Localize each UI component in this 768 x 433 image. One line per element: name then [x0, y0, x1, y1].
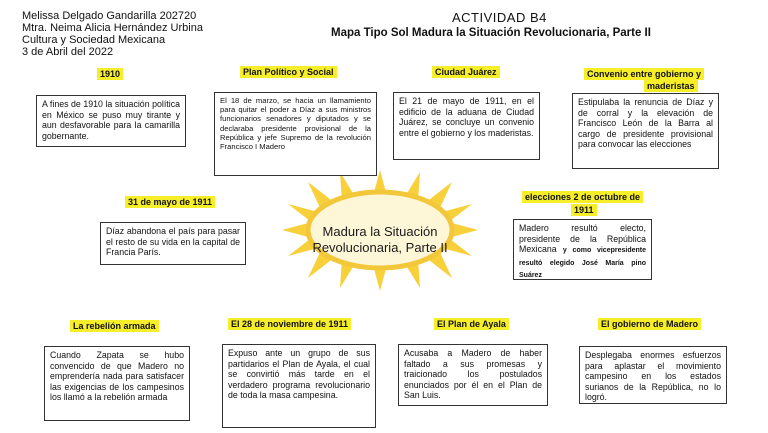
topic-label-1910: 1910 [97, 68, 123, 80]
topic-label-plan-ayala: El Plan de Ayala [434, 318, 509, 330]
author-name: Melissa Delgado Gandarilla 202720 [22, 10, 197, 22]
topic-box-elecciones [513, 219, 652, 280]
topic-label-elecciones: elecciones 2 de octubre de [522, 191, 643, 203]
topic-label-28-noviembre: El 28 de noviembre de 1911 [228, 318, 351, 330]
topic-label-31-mayo: 31 de mayo de 1911 [125, 196, 215, 208]
topic-box-convenio: Estipulaba la renuncia de Díaz y de corral y la elevación de Francisco León de la Barra al cargo de presidente provisional para convocar las elecciones [572, 93, 719, 169]
topic-label-ciudad-juarez: Ciudad Juárez [432, 66, 500, 78]
topic-box-rebelion: Cuando Zapata se hubo convencido de que Madero no emprendería nada para satisfacer las exigencias de los campesinos los llamó a la rebelión armada [44, 346, 190, 421]
topic-label-plan-politico: Plan Político y Social [240, 66, 337, 78]
topic-label-convenio-line-1: Convenio entre gobierno y [587, 69, 702, 79]
page-title: Mapa Tipo Sol Madura la Situación Revolucionaria, Parte II [331, 27, 651, 39]
topic-text-elecciones-b: y como vicepresidente resultó elegido José María pino Suárez [519, 247, 646, 280]
topic-label-convenio [584, 68, 704, 80]
topic-box-plan-ayala: Acusaba a Madero de haber faltado a sus promesas y traicionado los postulados enunciados por él en el Plan de San Luis. [398, 344, 548, 406]
center-title [290, 224, 470, 255]
topic-label-convenio-2: maderistas [644, 80, 698, 92]
center-title-line-1: Madura la Situación [322, 224, 438, 239]
topic-box-plan-politico: El 18 de marzo, se hacia un llamamiento para quitar el poder a Díaz a sus ministros funcionarios senadores y diputados y se declaraba presidente provisional de la República y jefe Supremo de la revolución Francisco I Madero [214, 92, 377, 176]
topic-box-28-noviembre: Expuso ante un grupo de sus partidarios el Plan de Ayala, el cual se convirtió más tarde en el verdadero programa revolucionario de toda la masa campesina. [222, 344, 376, 428]
topic-label-rebelion: La rebelión armada [70, 320, 159, 332]
teacher-name: Mtra. Neima Alicia Hernández Urbina [22, 22, 203, 34]
center-title-line-2: Revolucionaria, Parte II [312, 239, 448, 255]
topic-text-elecciones-a: Madero resultó electo, presidente de la República Mexicana [519, 223, 646, 255]
topic-box-1910: A fines de 1910 la situación política en México se puso muy tirante y aun desfavorable para la camarilla gobernante. [36, 95, 186, 147]
course-name: Cultura y Sociedad Mexicana [22, 34, 166, 46]
topic-label-gobierno-madero: El gobierno de Madero [598, 318, 701, 330]
topic-box-gobierno-madero: Desplegaba enormes esfuerzos para aplastar el movimiento campesino en los estados surianos de la República, no lo logró. [579, 346, 727, 404]
topic-box-31-mayo: Díaz abandona el país para pasar el resto de su vida en la capital de Francia París. [100, 222, 246, 265]
topic-box-ciudad-juarez: El 21 de mayo de 1911, en el edificio de la aduana de Ciudad Juárez, se concluye un convenio entre el gobierno y los maderistas. [393, 92, 540, 160]
date-text: 3 de Abril del 2022 [22, 46, 114, 58]
topic-label-elecciones-2: 1911 [571, 204, 597, 216]
activity-title: ACTIVIDAD B4 [452, 10, 547, 25]
